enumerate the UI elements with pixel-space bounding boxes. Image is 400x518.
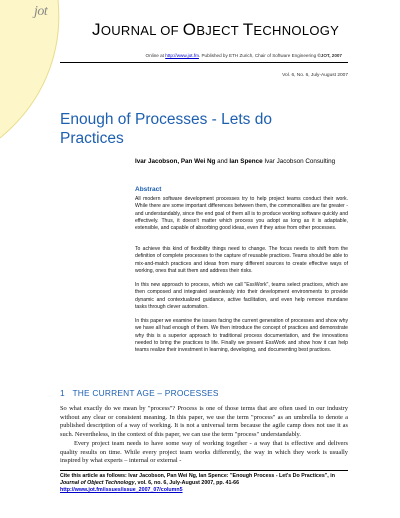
article-url-link[interactable]: http://www.jot.fm/issues/issue_2007_07/column5 — [60, 487, 183, 493]
abstract-paragraph: In this paper we examine the issues facing the current generation of processes and show why we have all had enough of them. We then introduce the concept of practices and demonstrate why this is a superior approach to traditional process documentation, and the innovations needed to bring the practices to life. Finally we present EssWork and show how it can help teams realize their investment in learning, developing, and documenting best practices. — [135, 318, 348, 354]
abstract-heading: Abstract — [135, 186, 162, 193]
abstract-paragraph: All modern software development processes try to help project teams conduct their work. While there are some important differences between them, the commonalities are far greater - and understandably, since the end goal of them all is to produce working software quickly and effectively. Thus, it doesn't matter which process you adopt as long as it is adaptable, extensible, and capable of absorbing good ideas, even if they arise from other processes. — [135, 196, 348, 232]
issue-info: Vol. 6, No. 6, July-August 2007 — [282, 73, 348, 78]
abstract-paragraph: In this new approach to process, which we call "EssWork", teams select practices, which are then composed and integrated seamlessly into their development environments to provide dynamic and contextualized guidance, active facilitation, and even help remove mundane tasks through clever automation. — [135, 282, 348, 310]
body-paragraph: So what exactly do we mean by "process"? Process is one of those terms that are often used in our industry without any clear or consistent meaning. In this paper, we use the term "process" as an umbrella to denote a published description of a way of working. It is not a universal term because the agile camp does not use it as such. Nevertheless, in the context of this paper, we can use the term "process" understandably. — [60, 405, 348, 438]
journal-url-link[interactable]: http://www.jot.fm — [165, 53, 199, 58]
section-heading: 1 THE CURRENT AGE – PROCESSES — [60, 388, 219, 398]
authors-line: Ivar Jacobson, Pan Wei Ng and Ian Spence Ivar Jacobson Consulting — [135, 158, 336, 165]
header-rule — [60, 62, 348, 63]
citation-box: Cite this article as follows: Ivar Jacobson, Pan Wei Ng, Ian Spence: "Enough Process - Let's Do Practices", in Journal of Object Technology, vol. 6, no. 6, July-August 2007, pp. 41-66 http://www.jot.fm/issues/issue_2007_07/column5 — [60, 473, 335, 493]
article-title: Enough of Processes - Lets do Practices — [60, 111, 272, 147]
body-paragraph: Every project team needs to have some way of working together - a way that is effective and delivers quality results on time. While every project team works differently, the way in which they work is usually inspired by what experts – internal or external - — [60, 440, 348, 465]
citation-rule — [60, 470, 348, 471]
journal-title: JOURNAL OF OBJECT TECHNOLOGY — [92, 20, 340, 39]
publication-line: Online at http://www.jot.fm. Published by ETH Zurich, Chair of Software Engineering ©JOT, 2007 — [145, 53, 342, 58]
abstract-paragraph: To achieve this kind of flexibility things need to change. The focus needs to shift from the definition of complete processes to the capture of reusable practices. Teams should be able to mix-and-match practices and ideas from many different sources to create effective ways of working, ones that suit them and address their risks. — [135, 246, 348, 274]
journal-logo: jot — [34, 4, 48, 19]
